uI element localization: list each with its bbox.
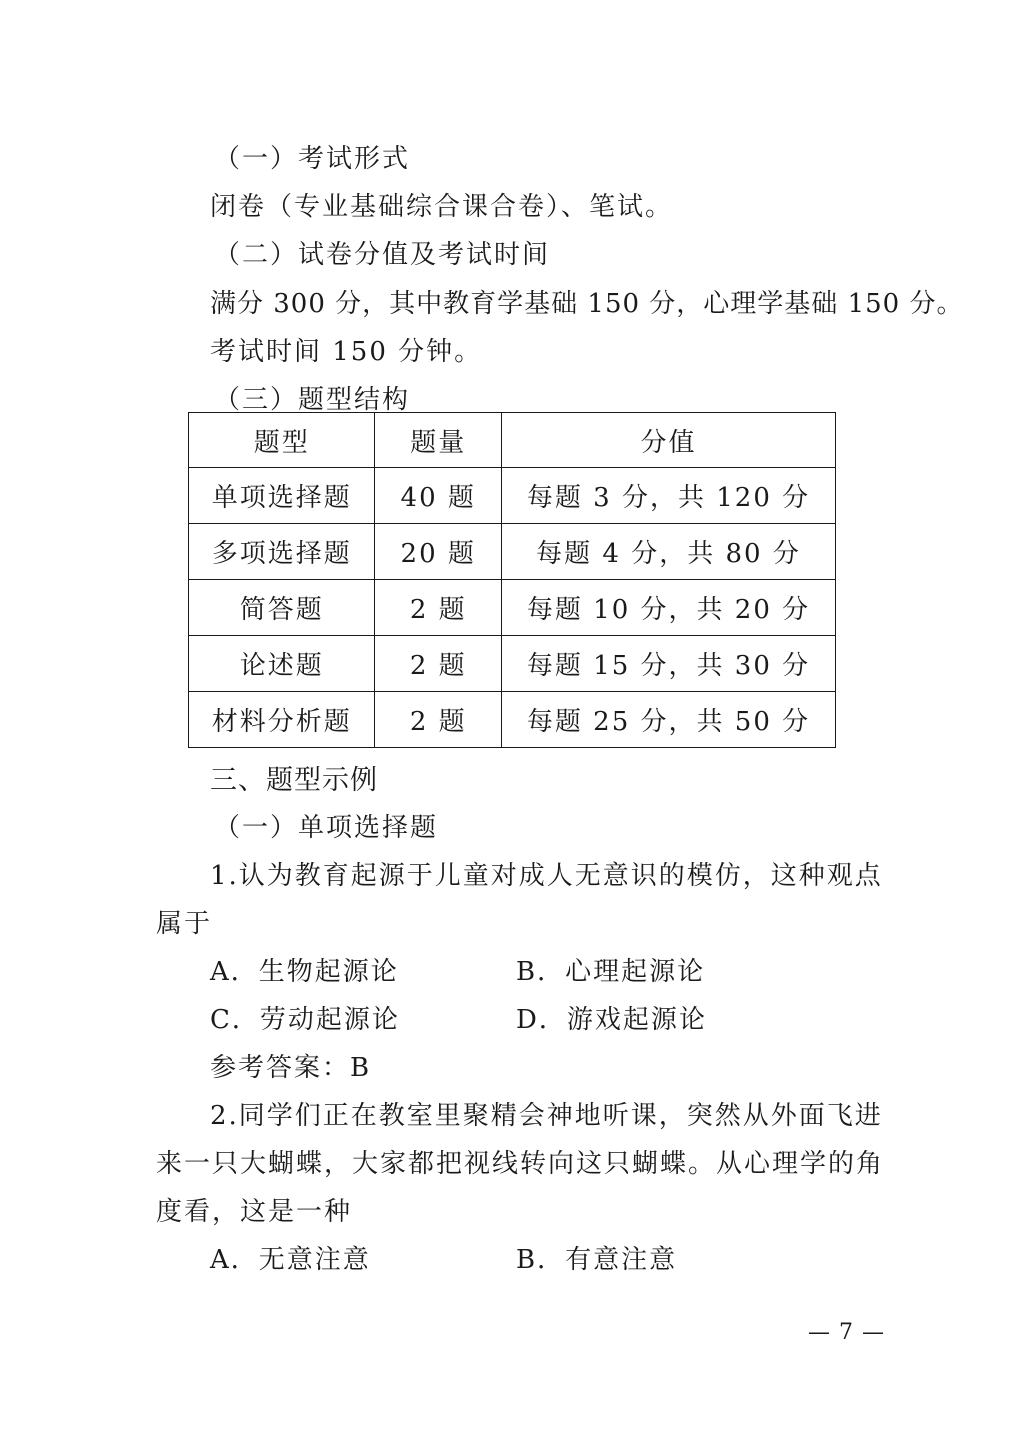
- question-2-line-3: 度看，这是一种: [156, 1197, 353, 1227]
- question-2-option-b: B．有意注意: [516, 1245, 678, 1275]
- table-row: [189, 524, 836, 580]
- table-cell: 2 题: [375, 580, 502, 636]
- table-cell: 每题 25 分，共 50 分: [502, 692, 836, 748]
- table-cell: 每题 15 分，共 30 分: [502, 636, 836, 692]
- structure-heading: （三）题型结构: [214, 385, 411, 415]
- table-header-cell: 题量: [375, 413, 502, 468]
- question-1-line-1: 1.认为教育起源于儿童对成人无意识的模仿，这种观点: [210, 861, 883, 891]
- table-cell: 单项选择题: [189, 468, 375, 524]
- examples-section-title: 三、题型示例: [210, 765, 378, 796]
- table-cell: 每题 10 分，共 20 分: [502, 580, 836, 636]
- exam-format-heading: （一）考试形式: [214, 144, 411, 174]
- single-choice-heading: （一）单项选择题: [214, 813, 439, 843]
- table-row: [189, 692, 836, 748]
- table-cell: 材料分析题: [189, 692, 375, 748]
- table-row: [189, 468, 836, 524]
- table-cell: 20 题: [375, 524, 502, 580]
- question-type-table: [188, 412, 836, 748]
- table-row: [189, 580, 836, 636]
- question-2-line-1: 2.同学们正在教室里聚精会神地听课，突然从外面飞进: [210, 1101, 883, 1131]
- question-1-option-b: B．心理起源论: [516, 957, 706, 987]
- table-cell: 每题 3 分，共 120 分: [502, 468, 836, 524]
- question-1-option-c: C．劳动起源论: [210, 1005, 400, 1035]
- table-cell: 2 题: [375, 636, 502, 692]
- table-cell: 每题 4 分，共 80 分: [502, 524, 836, 580]
- table-header-cell: 题型: [189, 413, 375, 468]
- exam-format-text: 闭卷（专业基础综合课合卷）、笔试。: [210, 192, 674, 222]
- table-cell: 论述题: [189, 636, 375, 692]
- table-header-row: [189, 413, 836, 468]
- table-cell: 多项选择题: [189, 524, 375, 580]
- page-number: — 7 —: [808, 1320, 885, 1345]
- question-1-option-a: A．生物起源论: [210, 957, 399, 987]
- time-text: 考试时间 150 分钟。: [210, 337, 483, 367]
- table-header-cell: 分值: [502, 413, 836, 468]
- table-cell: 简答题: [189, 580, 375, 636]
- score-text: 满分 300 分，其中教育学基础 150 分，心理学基础 150 分。: [210, 289, 964, 319]
- question-2-option-a: A．无意注意: [210, 1245, 371, 1275]
- question-1-line-2: 属于: [156, 909, 213, 939]
- table-cell: 40 题: [375, 468, 502, 524]
- question-2-line-2: 来一只大蝴蝶，大家都把视线转向这只蝴蝶。从心理学的角: [156, 1149, 885, 1179]
- score-time-heading: （二）试卷分值及考试时间: [214, 240, 551, 270]
- question-1-option-d: D．游戏起源论: [516, 1005, 707, 1035]
- table-row: [189, 636, 836, 692]
- table-cell: 2 题: [375, 692, 502, 748]
- question-1-answer: 参考答案：B: [210, 1053, 372, 1083]
